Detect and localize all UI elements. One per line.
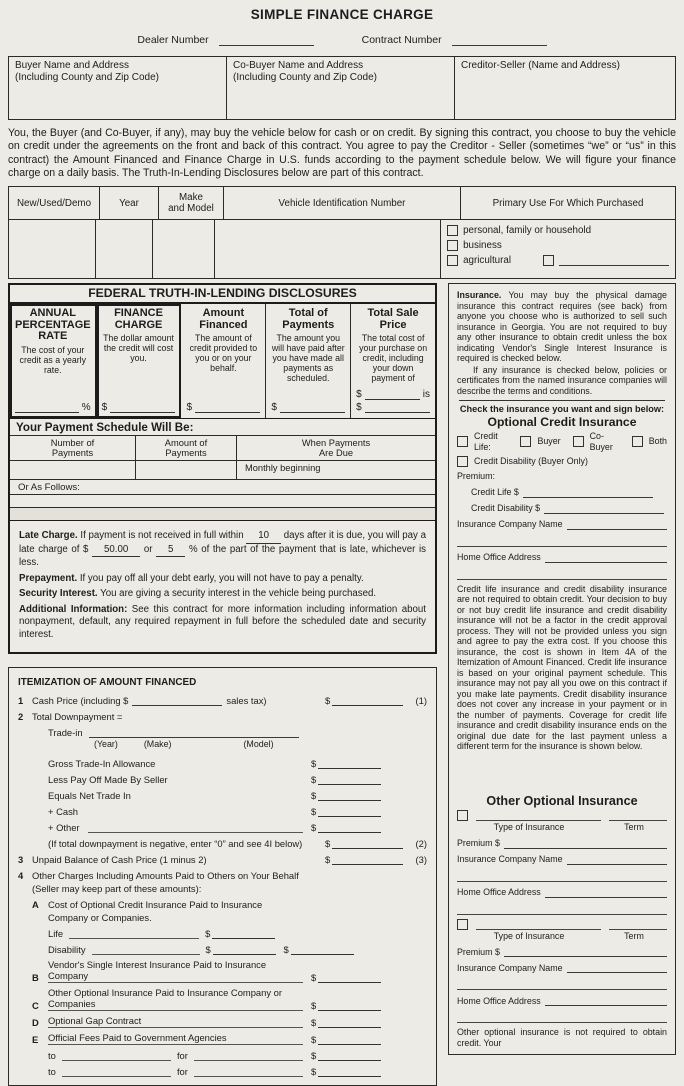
- dollar-sign: $: [186, 401, 193, 413]
- make-model-field[interactable]: [153, 220, 215, 278]
- total-sale-price-cell: Total Sale Price The total cost of your purchase on credit, including your down payment of $ is $: [356, 307, 431, 413]
- checkbox-buyer[interactable]: [520, 436, 531, 447]
- monthly-beginning-label: Monthly beginning: [245, 463, 321, 474]
- gap-contract-field[interactable]: [318, 1019, 381, 1028]
- late-days-value[interactable]: 10: [246, 530, 281, 544]
- payoff-field[interactable]: [318, 776, 381, 785]
- home-office-address-field[interactable]: [545, 552, 667, 563]
- item-4-subnote: (Seller may keep part of these amounts):: [32, 883, 202, 895]
- other-insurance-type-labels: Type of Insurance Term: [493, 822, 644, 833]
- item-4b-row: B Vendor's Single Interest Insurance Paid to Insurance Company $: [18, 959, 427, 983]
- home-office-address-field[interactable]: [545, 887, 667, 898]
- schedule-blank-row[interactable]: [10, 494, 435, 507]
- late-charge-paragraph: Late Charge. If payment is not received in full within 10 days after it is due, you will pay a late charge of $ 50.00 or 5 % of the part of the payment that is late, whichever is less.: [19, 530, 426, 569]
- sales-tax-field[interactable]: [132, 695, 222, 706]
- dollar-sign: $: [101, 401, 108, 413]
- to-for-row: to for $: [48, 1049, 427, 1061]
- check-insurance-heading: Check the insurance you want and sign below:: [459, 404, 665, 415]
- credit-life-premium-field[interactable]: [523, 487, 653, 498]
- late-amount-value[interactable]: 50.00: [92, 544, 140, 558]
- checkbox-credit-life[interactable]: [457, 436, 468, 447]
- other-insurance-type-labels: Type of Insurance Term: [493, 930, 644, 941]
- or-as-follows-label: Or As Follows:: [10, 479, 435, 494]
- to-agency-field[interactable]: [62, 1075, 171, 1077]
- type-of-insurance-field[interactable]: [476, 810, 601, 821]
- credit-insurance-total-field[interactable]: [291, 946, 354, 955]
- home-office-address-field[interactable]: [457, 568, 667, 580]
- credit-life-premium-label: Credit Life $: [471, 487, 519, 498]
- total-sale-price-field[interactable]: [365, 404, 430, 413]
- credit-disability-label: Credit Disability (Buyer Only): [474, 456, 588, 467]
- item-3-row: 3 Unpaid Balance of Cash Price (1 minus 2) $ (3): [18, 854, 427, 866]
- insurance-company-name-field[interactable]: [567, 519, 667, 530]
- total-payments-field[interactable]: [280, 404, 345, 413]
- amount-financed-field[interactable]: [195, 404, 260, 413]
- cash-down-field[interactable]: [318, 808, 381, 817]
- term-field[interactable]: [609, 919, 667, 930]
- insurance-company-name-label: Insurance Company Name: [457, 519, 563, 530]
- col-amount-of-payments: Amount of Payments: [136, 436, 237, 461]
- personal-use-label: personal, family or household: [463, 225, 592, 237]
- for-purpose-field[interactable]: [194, 1059, 303, 1061]
- creditor-label: Creditor-Seller (Name and Address): [461, 60, 620, 71]
- official-fees-field[interactable]: [318, 1036, 381, 1045]
- other-optional-insurance-label: Other Optional Insurance Paid to Insurance Company or Companies: [48, 987, 303, 1011]
- dealer-number-field[interactable]: [219, 35, 314, 46]
- premium-dollar-label: Premium $: [457, 946, 500, 957]
- other-down-row: + Other $: [48, 821, 427, 833]
- til-columns: [10, 304, 435, 419]
- agency-fee-field[interactable]: [318, 1068, 381, 1077]
- gross-trade-in-field[interactable]: [318, 760, 381, 769]
- finance-charge-cell: FINANCE CHARGE The dollar amount the credit will cost you. $: [97, 304, 182, 418]
- other-optional-insurance-title: Other Optional Insurance: [486, 793, 638, 808]
- til-title: FEDERAL TRUTH-IN-LENDING DISCLOSURES: [10, 285, 435, 304]
- vehicle-table: [8, 186, 676, 279]
- itemization-box: [8, 667, 437, 1086]
- life-insurance-field[interactable]: [69, 937, 199, 939]
- buyer-sublabel: (Including County and Zip Code): [15, 72, 159, 83]
- dealer-number-label: Dealer Number: [137, 34, 209, 46]
- to-agency-field[interactable]: [62, 1059, 171, 1061]
- other-insurance-footer: Other optional insurance is not required to obtain credit. Your: [457, 1027, 667, 1048]
- disability-premium-field[interactable]: [213, 946, 276, 955]
- agricultural-use-label: agricultural: [463, 255, 511, 267]
- insurance-paragraph-2: If any insurance is checked below, policies or certificates from the named insurance companies will describe the terms and conditions.: [457, 364, 667, 396]
- insurance-company-name-label: Insurance Company Name: [457, 854, 563, 865]
- negative-note-row: (If total downpayment is negative, enter “0” and see 4I below) $ (2): [48, 838, 427, 850]
- item-4d-row: D Optional Gap Contract $: [18, 1015, 427, 1028]
- insurance-company-name-field[interactable]: [457, 978, 667, 990]
- item-4c-row: C Other Optional Insurance Paid to Insurance Company or Companies $: [18, 987, 427, 1011]
- checkbox-agricultural-use[interactable]: [447, 255, 458, 266]
- checkbox-other-insurance[interactable]: [457, 919, 468, 930]
- to-for-row: to for $: [48, 1065, 427, 1077]
- new-used-demo-field[interactable]: [9, 220, 96, 278]
- other-insurance-type-row: [457, 810, 667, 821]
- trade-in-field[interactable]: [89, 727, 299, 738]
- year-field[interactable]: [96, 220, 153, 278]
- dollar-sign: $: [356, 401, 362, 413]
- cobuyer-sublabel: (Including County and Zip Code): [233, 72, 377, 83]
- primary-use-options: [441, 220, 675, 278]
- vsi-insurance-field[interactable]: [318, 974, 381, 983]
- checkbox-credit-disability[interactable]: [457, 456, 468, 467]
- home-office-address-field[interactable]: [545, 995, 667, 1006]
- dollar-sign: $: [271, 401, 277, 413]
- net-trade-in-field[interactable]: [318, 792, 381, 801]
- total-downpayment-field[interactable]: [332, 840, 403, 849]
- checkbox-cobuyer[interactable]: [573, 436, 584, 447]
- term-field[interactable]: [609, 810, 667, 821]
- other-down-field[interactable]: [318, 824, 381, 833]
- security-interest-paragraph: Security Interest. You are giving a security interest in the vehicle being purchased.: [19, 588, 377, 600]
- dealer-contract-line: [8, 34, 676, 46]
- unpaid-balance-field[interactable]: [332, 856, 403, 865]
- intro-paragraph: You, the Buyer (and Co-Buyer, if any), may buy the vehicle below for cash or on credit. By signing this contract, you choose to buy the vehicle on credit under the agreements on the front and back of this contract. You agree to pay the Creditor - Seller (sometimes “we” or “us” in this contract) the Amount Financed and Finance Charge in U.S. funds according to the payment schedule below. We will figure your finance charge on a daily basis. The Truth-In-Lending Disclosures below are part of this contract.: [8, 127, 676, 179]
- premium-label: Premium:: [457, 471, 495, 482]
- credit-life-label: Credit Life:: [474, 431, 498, 452]
- credit-life-options-row: [457, 431, 667, 452]
- cash-row: + Cash $: [48, 805, 427, 817]
- buyer-option-label: Buyer: [537, 436, 561, 447]
- left-column: [8, 283, 437, 1086]
- total-payments-cell: Total of Payments The amount you will have paid after you have made all payments as scheduled. $: [266, 304, 351, 418]
- amount-of-payments-field[interactable]: [136, 461, 237, 479]
- checkbox-both[interactable]: [632, 436, 643, 447]
- home-office-address-label: Home Office Address: [457, 887, 541, 898]
- vsi-insurance-label: Vendor's Single Interest Insurance Paid to Insurance Company: [48, 959, 303, 983]
- business-use-label: business: [463, 240, 502, 252]
- item-4-row: 4 Other Charges Including Amounts Paid to Others on Your Behalf: [18, 870, 299, 882]
- home-office-address-field[interactable]: [457, 1011, 667, 1023]
- other-use-field[interactable]: [559, 255, 669, 266]
- late-percent-value[interactable]: 5: [156, 544, 185, 558]
- gross-trade-in-row: Gross Trade-In Allowance $: [48, 757, 427, 769]
- col-vin: Vehicle Identification Number: [224, 187, 461, 219]
- contract-number-label: Contract Number: [361, 34, 442, 46]
- schedule-header-row: [10, 436, 435, 461]
- buyer-label: Buyer Name and Address: [15, 60, 129, 71]
- prepayment-paragraph: Prepayment. If you pay off all your debt early, you will not have to pay a penalty.: [19, 572, 364, 584]
- col-new-used-demo: New/Used/Demo: [9, 187, 100, 219]
- col-year: Year: [100, 187, 159, 219]
- credit-disability-premium-label: Credit Disability $: [471, 503, 541, 514]
- cobuyer-label: Co-Buyer Name and Address: [233, 60, 364, 71]
- item-4a-row: A Cost of Optional Credit Insurance Paid to Insurance: [32, 899, 263, 911]
- premium-dollar-label: Premium $: [457, 838, 500, 849]
- trade-in-row: Trade-in: [48, 726, 427, 738]
- both-option-label: Both: [648, 436, 667, 447]
- buyer-name-address-cell[interactable]: [9, 57, 226, 119]
- col-number-of-payments: Number of Payments: [10, 436, 136, 461]
- cobuyer-option-label: Co-Buyer: [589, 431, 613, 452]
- credit-disability-row: [457, 456, 667, 467]
- credit-disability-premium-field[interactable]: [544, 503, 664, 514]
- amount-financed-cell: Amount Financed The amount of credit provided to you or on your behalf. $: [181, 304, 266, 418]
- gap-contract-label: Optional Gap Contract: [48, 1015, 303, 1028]
- payment-schedule-heading: Your Payment Schedule Will Be:: [16, 420, 194, 434]
- col-when-payments-due: When Payments Are Due: [301, 437, 371, 459]
- payoff-row: Less Pay Off Made By Seller $: [48, 773, 427, 785]
- number-of-payments-field[interactable]: [10, 461, 136, 479]
- dollar-sign: $: [356, 388, 362, 400]
- checkbox-other-use[interactable]: [543, 255, 554, 266]
- cobuyer-name-address-cell[interactable]: [226, 57, 454, 119]
- insurance-company-name-field[interactable]: [567, 854, 667, 865]
- item-2-row: 2 Total Downpayment =: [18, 711, 123, 723]
- schedule-data-row: [10, 460, 435, 479]
- type-of-insurance-field[interactable]: [476, 919, 601, 930]
- insurance-company-name-field[interactable]: [457, 870, 667, 882]
- payment-schedule-table: [10, 435, 435, 480]
- other-optional-insurance-field[interactable]: [318, 1002, 381, 1011]
- right-column: [448, 283, 676, 1055]
- official-fees-label: Official Fees Paid to Government Agencies: [48, 1032, 303, 1045]
- disability-row: Disability $ $: [48, 943, 427, 955]
- net-trade-in-row: Equals Net Trade In $: [48, 789, 427, 801]
- disability-insurance-field[interactable]: [92, 953, 200, 955]
- checkbox-other-insurance[interactable]: [457, 810, 468, 821]
- home-office-address-label: Home Office Address: [457, 995, 541, 1006]
- schedule-blank-row[interactable]: [10, 507, 435, 520]
- home-office-address-label: Home Office Address: [457, 552, 541, 563]
- life-row: Life $: [48, 927, 427, 939]
- vehicle-table-row: [9, 219, 675, 278]
- cash-price-field[interactable]: [332, 697, 403, 706]
- truth-in-lending-box: [8, 283, 437, 654]
- vehicle-table-header: [9, 187, 675, 219]
- checkbox-personal-use[interactable]: [447, 225, 458, 236]
- item-4e-row: E Official Fees Paid to Government Agencies $: [18, 1032, 427, 1045]
- insurance-company-name-field[interactable]: [457, 535, 667, 547]
- terms-section: [10, 520, 435, 652]
- insurance-paragraph: Insurance. You may buy the physical damage insurance this contract requires (see back) from anyone you choose who is authorized to sell such insurance in Georgia. You are not required to buy any other insurance to obtain credit unless the box indicating Vendor's Single Interest Insurance is required is checked below.: [457, 290, 667, 364]
- item-4a-row2: Company or Companies.: [48, 912, 152, 924]
- apr-cell: ANNUAL PERCENTAGE RATE The cost of your credit as a yearly rate. %: [10, 304, 97, 418]
- credit-insurance-disclosure: Credit life insurance and credit disability insurance are not required to obtain credit. Your decision to buy or not buy credit life insurance and credit disability insurance will not be a factor in the credit approval process. They will not be provided unless you sign and agree to pay the extra cost. If you choose this insurance, the cost is shown in Item 4A of the Itemization of Amount Financed. Credit life insurance is based on your original payment schedule. This insurance may not pay all you owe on this contract if you make late payments. Credit disability insurance does not cover any increase in your payment or in the number of payments. Coverage for credit life insurance and credit disability insurance ends on the original due date for the last payment unless a different term for the insurance is shown below.: [457, 583, 667, 752]
- checkbox-business-use[interactable]: [447, 240, 458, 251]
- life-premium-field[interactable]: [212, 930, 275, 939]
- finance-charge-field[interactable]: [110, 404, 175, 413]
- premium-field[interactable]: [504, 946, 667, 957]
- page-title: SIMPLE FINANCE CHARGE: [250, 7, 434, 22]
- insurance-company-name-field[interactable]: [567, 962, 667, 973]
- creditor-seller-cell[interactable]: [454, 57, 675, 119]
- percent-sign: %: [81, 401, 91, 413]
- other-insurance-type-row: [457, 919, 667, 930]
- trade-in-sublabels: (Year) (Make) (Model): [94, 739, 274, 750]
- itemization-title: ITEMIZATION OF AMOUNT FINANCED: [18, 677, 197, 689]
- col-primary-use: Primary Use For Which Purchased: [492, 197, 644, 209]
- other-down-desc-field[interactable]: [88, 831, 303, 833]
- insurance-panel: [448, 283, 676, 1055]
- divider: [459, 400, 665, 401]
- additional-information-paragraph: Additional Information: See this contract for more information including information about nonpayment, default, any required repayment in full before the scheduled date and security interest.: [19, 603, 426, 640]
- optional-credit-insurance-title: Optional Credit Insurance: [487, 414, 637, 429]
- blank-area: [457, 752, 667, 794]
- home-office-address-field[interactable]: [457, 903, 667, 915]
- premium-field[interactable]: [504, 838, 667, 849]
- downpayment-field[interactable]: [365, 391, 420, 400]
- is-label: is: [422, 388, 431, 400]
- col-make-model: Make and Model: [159, 187, 224, 219]
- vin-field[interactable]: [215, 220, 441, 278]
- insurance-company-name-label: Insurance Company Name: [457, 962, 563, 973]
- contract-number-field[interactable]: [452, 35, 547, 46]
- item-1-row: 1 Cash Price (including $ sales tax) $ (1): [18, 695, 427, 707]
- parties-box: [8, 56, 676, 120]
- agency-fee-field[interactable]: [318, 1052, 381, 1061]
- for-purpose-field[interactable]: [194, 1075, 303, 1077]
- apr-field[interactable]: [15, 404, 79, 413]
